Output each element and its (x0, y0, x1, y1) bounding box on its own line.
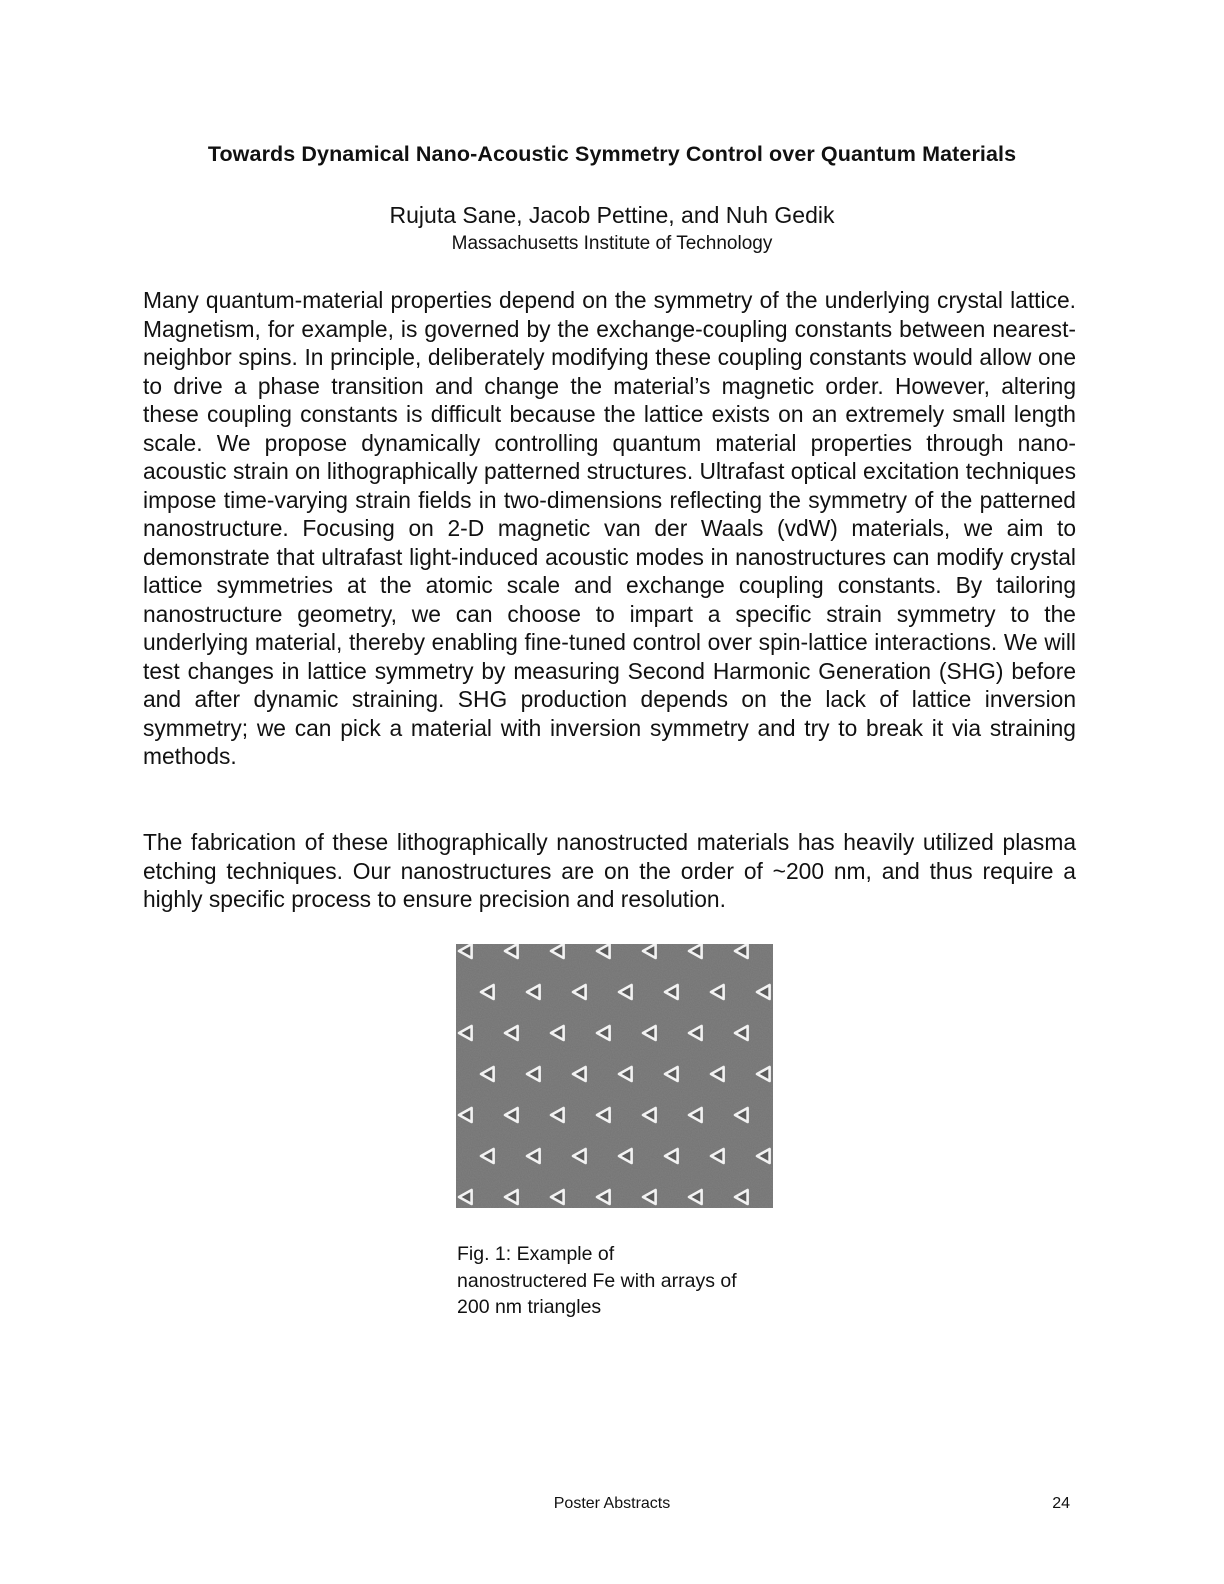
sem-background (456, 944, 773, 1208)
figure-caption (457, 1241, 787, 1321)
affiliation: Massachusetts Institute of Technology (451, 233, 773, 254)
authors: Rujuta Sane, Jacob Pettine, and Nuh Gedik (389, 202, 835, 228)
caption-line-1: Fig. 1: Example of (457, 1243, 615, 1265)
sem-image-nanostructure (456, 944, 773, 1208)
footer-page-number: 24 (1052, 1495, 1070, 1512)
caption-line-2: nanostructered Fe with arrays of (457, 1269, 737, 1292)
caption-line-3: 200 nm triangles (457, 1296, 602, 1318)
sem-image-svg (456, 944, 773, 1208)
footer-section-label: Poster Abstracts (553, 1495, 671, 1512)
abstract-paragraph-2: The fabrication of these lithographically nanostructed materials has heavily utilized plasma etching techniques. Our nanostructures are on the order of ~200 nm, and thus require a highly specific process to ensure precision and resolution. (143, 829, 1076, 912)
abstract-paragraph-1: Many quantum-material properties depend on the symmetry of the underlying crystal lattice. Magnetism, for example, is governed by the exchange-coupling constants between nearest-neighbor spins. In principle, deliberately modifying these coupling constants would allow one to drive a phase transition and change the material’s magnetic order. However, altering these coupling constants is difficult because the lattice exists on an extremely small length scale. We propose dynamically controlling quantum material properties through nano- acoustic strain on lithographically patterned structures. Ultrafast optical excitation techniques impose time-varying strain fields in two-dimensions reflecting the symmetry of the patterned nanostructure. Focusing on 2-D magnetic van der Waals (vdW) materials, we aim to demonstrate that ultrafast light-induced acoustic modes in nanostructures can modify crystal lattice symmetries at the atomic scale and exchange coupling constants. By tailoring nanostructure geometry, we can choose to impart a specific strain symmetry to the underlying material, thereby enabling fine-tuned control over spin-lattice interactions. We will test changes in lattice symmetry by measuring Second Harmonic Generation (SHG) before and after dynamic straining. SHG production depends on the lack of lattice inversion symmetry; we can pick a material with inversion symmetry and try to break it via straining methods. (143, 287, 1076, 769)
page-title: Towards Dynamical Nano-Acoustic Symmetry Control over Quantum Materials (207, 142, 1017, 166)
